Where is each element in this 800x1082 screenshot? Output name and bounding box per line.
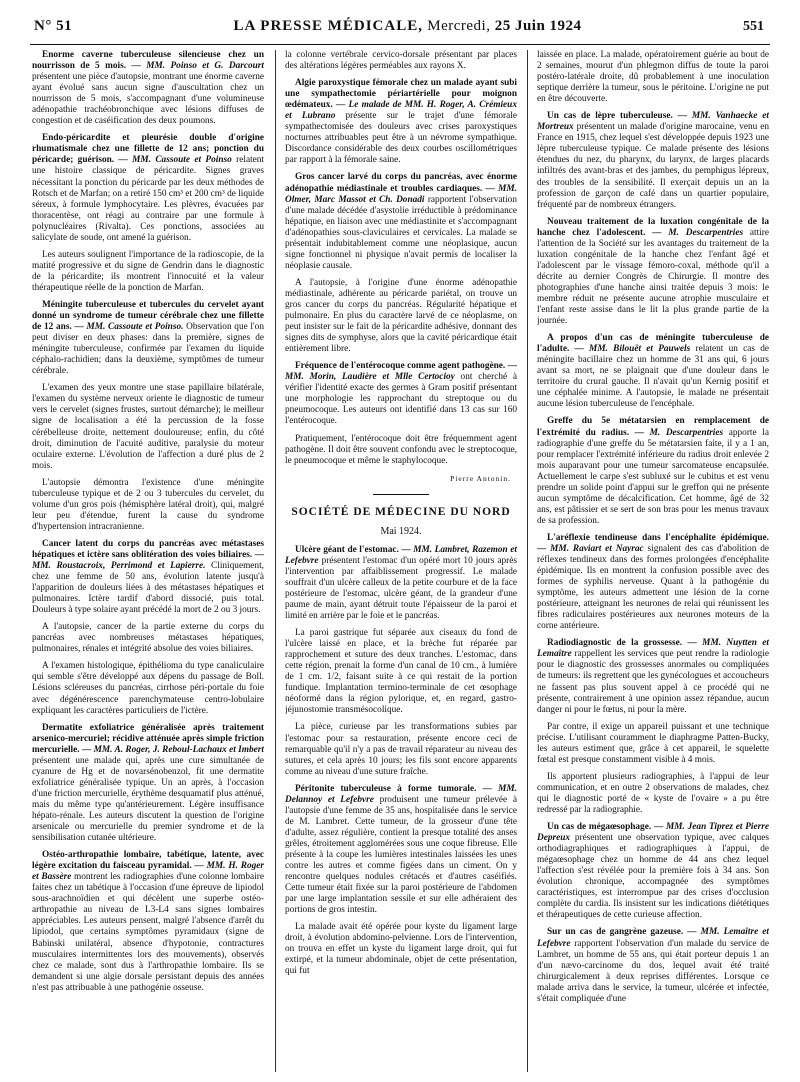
article-paragraph: [285, 922, 517, 977]
header-rule: [30, 44, 770, 45]
article-authors: — MM. Poinso et G. Darcourt: [131, 61, 264, 72]
article-text: Par contre, il exige un appareil puissant et une technique précise. L'utilisant couramment le diaphragme Patten-Bucky, les auteurs estiment que, grâce à cet appareil, le squelette fœtal est presque constamment visible à 4 mois.: [537, 721, 769, 765]
article-authors: — MM. Cassoute et Poinso.: [74, 322, 184, 333]
article-text: Cliniquement, chez une femme de 50 ans, évolution latente jusqu'à l'apparition de douleurs liées à des métastases hépatiques et pulmonaires. Ictère tardif d'abord dissocié, puis total. Douleurs à type solaire ayant précédé la mort de 2 ou 3 jours.: [32, 561, 264, 616]
article-paragraph: [285, 434, 517, 467]
article-entry: [285, 172, 517, 271]
article-authors: — MM. Bilouët et Pauwels: [574, 344, 691, 355]
article-heading: Péritonite tuberculeuse à forme tumorale.: [295, 783, 477, 794]
article-text: laissée en place. La malade, opératoirement guérie au bout de 2 semaines, mourut d'un phlegmon diffus de toute la paroi postéro-latérale droite, dû probablement à une inoculation septique derrière la tumeur, sous le péritoine. L'origine ne put en être découverte.: [537, 50, 769, 105]
article-heading: Radiodiagnostic de la grossesse.: [547, 638, 683, 649]
article-text: produisent une tumeur prélevée à l'autopsie d'une femme de 35 ans, hospitalisée dans le service de M. Lambret. Cette tumeur, de la grosseur d'une tête d'adulte, assez régulière, contient la presque totalité des anses grêles, étroitement agglomérées sous une coque fibreuse. Elle présente à la coupe les lumières intestinales laissées les unes contre les autres et comme figées dans un ciment. On y rencontre quelques nodules crétacés et d'autres caséifiés. Cette tumeur était fixée sur la paroi postérieure de l'abdomen par une large implantation sessile et sur elle adhéraient des portions de gros intestin.: [285, 794, 517, 916]
article-authors: — MM. Vanhaecke et Mortreux: [537, 111, 769, 133]
article-authors: — M. Descarpentries: [652, 227, 744, 238]
article-paragraph: [32, 478, 264, 533]
column-2-bottom: [285, 545, 517, 978]
article-paragraph: [537, 772, 769, 816]
article-paragraph: [285, 50, 517, 72]
article-paragraph: [32, 383, 264, 471]
article-authors: — MM. Morin, Laudière et Mlle Certocioy: [285, 361, 517, 383]
journal-title-line: [234, 18, 582, 35]
article-paragraph: [285, 722, 517, 777]
article-entry: [285, 545, 517, 622]
column-divider: [275, 50, 276, 1072]
article-text: présentent l'estomac d'un opéré mort 10 jours après l'intervention par affaiblissement progressif. Le malade souffrait d'un ulcère calleux de la petite courbure et de la face postérieure de l'estomac, ulcère géant, de la grandeur d'une paume de main, ayant détruit toute l'épaisseur de la paroi et limité en arrière par le foie et le pancréas.: [285, 555, 517, 622]
article-authors: — MM. Delannoy et Lefebvre: [285, 783, 517, 805]
article-text: présentent une pièce d'autopsie, montrant une énorme caverne ayant évolué sans aucun signe d'auscultation chez un nourrisson de 5 mois, s'accompagnant d'une volumineuse adénopathie trachéobronchique avec lésions diffuses de congestion et de caséification des deux poumons.: [32, 72, 264, 127]
article-paragraph: [285, 278, 517, 355]
article-authors: — MM. Olmer, Marc Massot et Ch. Donadi: [285, 183, 517, 205]
article-heading: Fréquence de l'entérocoque comme agent pathogène.: [295, 361, 506, 372]
article-entry: [537, 416, 769, 526]
column-2: [285, 50, 517, 1072]
article-heading: Un cas de lèpre tuberculeuse.: [547, 111, 673, 122]
article-entry: [32, 723, 264, 845]
article-text: Observation que l'on peut diviser en deux phases: dans la première, signes de méningite tuberculeuse, confirmée par l'examen du liquide céphalo-rachidien; dans la deuxième, symptômes de tumeur cérébrale.: [32, 322, 264, 377]
article-text: La paroi gastrique fut séparée aux ciseaux du fond de l'ulcère laissé en place, et la brèche fut réparée par rapprochement et suture des deux tranches. L'estomac, dans cette région, prenait la forme d'un canal de 10 cm., à lumière de 1 cm. 1/2, faisant suite à ce qui restait de la portion fundique. Implantation termino-terminale de cet œsophage néoformé dans la région pylorique, et, en regard, gastro-jéjunostomie transmésocolique.: [285, 628, 517, 716]
section-date: Mai 1924.: [380, 525, 422, 537]
article-entry: [32, 300, 264, 377]
article-heading: Nouveau traitement de la luxation congénitale de la hanche chez l'adolescent.: [537, 216, 769, 238]
article-text: apporte la radiographie d'une greffe du 5e métatarsien faite, il y a 1 an, pour remplacer l'extrémité inférieure du radius droit enlevée 2 mois auparavant pour une tumeur sarcomateuse encapsulée. Actuellement le carpe s'est subluxé sur le cubitus et est venu prendre un solide point d'appui sur le greffon qui ne présente aucun symptôme de décalcification. Cet homme, âgé de 32 ans, est pâtissier et se sert de son bras pour les menus travaux de sa profession.: [537, 427, 769, 526]
article-paragraph: [537, 50, 769, 105]
article-text: rapportent l'observation d'une malade décédée d'asystolie irréductible à prédominance hépatique, en liaison avec une médiastinite et s'accompagnant d'adénopathies sous-claviculaires et cervicales. La malade se présentait indubitablement comme une néoplasique, aucun signe fonctionnel ni physique n'avait permis de localiser la néoplasie causale.: [285, 194, 517, 271]
article-authors: — M. Descarpentries: [634, 427, 724, 438]
article-heading: Sur un cas de gangrène gazeuse.: [547, 927, 684, 938]
issue-number: N° 51: [34, 18, 73, 34]
article-authors: — MM. Jean Tiprez et Pierre Depreux: [537, 822, 769, 844]
article-entry: [537, 927, 769, 1004]
article-text: la colonne vertébrale cervico-dorsale présentant par places des altérations légères perméables aux rayons X.: [285, 50, 517, 72]
journal-name: LA PRESSE MÉDICALE,: [233, 18, 423, 34]
article-entry: [32, 850, 264, 994]
issue-date: 25 Juin 1924: [494, 18, 582, 34]
article-text: signalent des cas d'abolition de réflexes tendineux dans des formes prolongées d'encéphalite épidémique. Ils en montrent la confusion possible avec des formes de syphilis nerveuse. Quant à la pathogénie du symptôme, les auteurs admettent une lésion de la corne postérieure, atteignant les neurones de relai qui réunissent les fibres radiculaires postérieures aux neurones moteurs de la corne antérieure.: [537, 543, 769, 632]
section-title: SOCIÉTÉ DE MÉDECINE DU NORD: [291, 505, 511, 518]
masthead: [34, 18, 764, 44]
column-1: [32, 50, 264, 1072]
article-heading: Endo-péricardite et pleurésie double d'origine rhumatismale chez une fillette de 12 ans; ponction du péricarde; guérison.: [32, 133, 264, 166]
article-text: A l'autopsie, à l'origine d'une énorme adénopathie médiastinale, adhérente au péricarde pariétal, on trouve un gros cancer du corps du pancréas. Régularité hépatique et pulmonaire. En plus du caractère larvé de ce néoplasme, on peut insister sur le fait de la péricardite adhésive, donnant des signes dits de symphyse, alors que la cavité péricardique était entièrement libre.: [285, 277, 517, 355]
column-divider: [527, 50, 528, 1072]
section-separator: [373, 494, 429, 495]
article-entry: [537, 533, 769, 632]
article-text: La malade avait été opérée pour kyste du ligament large droit, à évolution abdomino-pelvienne. Lors de l'intervention, on trouva en effet un kyste du ligament large droit, qui fut extirpé, et la tumeur abdominale, objet de cette présentation, qui fut: [285, 922, 517, 977]
article-heading: Gros cancer larvé du corps du pancréas, avec énorme adénopathie médiastinale et troubles cardiaques.: [285, 172, 517, 194]
article-text: présentent un malade d'origine marocaine, venu en France en 1915, chez lequel s'est développée depuis 1923 une lèpre tuberculeuse typique. Ce malade présente des lésions étendues du nez, du pharynx, du larynx, de larges placards infiltrés des avant-bras et des jambes, du pemphigus lépreux, des troubles de la sensibilité. Il exerçait depuis un an la profession de garçon de café dans un quartier populaire, fréquenté par de nombreux étrangers.: [537, 122, 769, 210]
article-entry: [285, 361, 517, 427]
article-text: Les auteurs soulignent l'importance de la radioscopie, de la matité progressive et du signe de Gendrin dans le diagnostic de la péricardite; ils montrent l'innocuité et la valeur thérapeutique réelle de la ponction de Marfan.: [32, 249, 264, 293]
column-3: [537, 50, 769, 1072]
article-entry: [537, 333, 769, 410]
article-heading: Un cas de mégaœsophage.: [547, 822, 652, 833]
article-paragraph: [537, 722, 769, 766]
article-authors: — MM. Raviart et Nayrac: [537, 543, 644, 554]
article-text: attire l'attention de la Société sur les avantages du traitement de la luxation congénitale de la hanche chez l'enfant âgé et l'adolescent par le vissage fémoro-coxal, méthode qu'il a décrite au dernier Congrès de Chirurgie. Il montre des photographies d'une hanche ainsi traitée depuis 3 mois: le membre réduit ne présente aucune atrophie musculaire et l'enfant reste assise dans le lit la plus grande partie de la journée.: [537, 227, 769, 327]
article-text: Ils apportent plusieurs radiographies, à l'appui de leur communication, et en outre 2 observations de malades, chez qui le diagnostic porté de « kyste de l'ovaire » a pu être redressé par la radiographie.: [537, 771, 769, 815]
article-authors: — Le malade de MM. H. Roger, A. Crémieux et Lubrano: [285, 100, 517, 122]
article-heading: Méningite tuberculeuse et tubercules du cervelet ayant donné un syndrome de tumeur cérébrale chez une fillette de 12 ans.: [32, 299, 264, 333]
article-text: relatent un cas de méningite bacillaire chez un homme de 31 ans qui, 6 jours avant sa mort, ne se plaignait que d'une douleur dans le territoire du crural gauche. Il n'avait qu'un Kernig positif et une céphalée minime. A l'autopsie, le malade ne présentait aucune lésion tuberculeuse de l'encéphale.: [537, 344, 769, 410]
article-heading: Énorme caverne tuberculeuse silencieuse chez un nourrisson de 5 mois.: [32, 50, 264, 72]
article-text: L'examen des yeux montre une stase papillaire bilatérale, l'examen du système nerveux oriente le diagnostic de tumeur vers le cervelet (signes frustes, surtout démarche); le meilleur signe de localisation a été la percussion de la fosse cérébelleuse droite, nettement douloureuse; enfin, du côté droit, diminution de l'acuité auditive, paralysie du moteur oculaire externe. L'évolution de l'affection a duré plus de 2 mois.: [32, 383, 264, 471]
article-entry: [537, 638, 769, 715]
article-entry: [32, 133, 264, 243]
signature: Pierre Antonin.: [450, 473, 511, 483]
article-authors: — MM. Cassoute et Poinso: [118, 155, 232, 166]
article-authors: — MM. Lemaître et Lefebvre: [537, 927, 769, 949]
article-authors: — MM. H. Roger et Bassère: [32, 861, 264, 883]
article-heading: L'aréflexie tendineuse dans l'encéphalite épidémique.: [547, 532, 769, 543]
article-entry: [537, 822, 769, 921]
article-paragraph: [32, 250, 264, 294]
article-entry: [537, 111, 769, 210]
article-entry: [32, 539, 264, 616]
article-heading: Ulcère géant de l'estomac.: [295, 544, 399, 555]
article-text: ont cherché à vérifier l'identité exacte des germes à Gram positif présentant une morphologie les rapprochant du streptoque ou du pneumocoque. Les auteurs ont identifié dans 13 cas sur 160 l'entérocoque.: [285, 372, 517, 427]
article-text: relatent une histoire classique de péricardite. Signes graves nécessitant la ponction du péricarde par les deux méthodes de Rotsch et de Marfan; on a retiré 150 cm³ et 200 cm³ de liquide séreux, à formule lymphocytaire. Les plèvres, évacuées par thoracentèse, ont réagi au contraire par une formule à polynucléaires (Rivalta). Ces ponctions, associées au salicylate de soude, ont amené la guérison.: [32, 155, 264, 243]
article-heading: Greffe du 5e métatarsien en remplacement de l'extrémité du radius.: [537, 416, 769, 438]
article-text: A l'examen histologique, épithélioma du type canaliculaire qui semble s'être développé aux dépens du passage de Boll. Lésions scléreuses du pancréas, cirrhose péri-portale du foie avec dégénérescence parenchymateuse centro-lobulaire expliquant les caractères particuliers de l'ictère.: [32, 661, 264, 716]
article-entry: [537, 217, 769, 327]
article-entry: [285, 784, 517, 917]
article-text: présente sur le trajet d'une fémorale sympathectomisée des douleurs avec crises paroxystiques nocturnes attribuables peut être à un névrome sympathique. Discordance considérable des deux courbes oscillométriques par rapport à la fémorale saine.: [285, 111, 517, 166]
article-text: présentent une malade qui, après une cure simultanée de cyanure de Hg et de novarsénobenzol, fit une dermatite exfoliatrice généralisée typique. Un an après, à l'occasion d'une friction mercurielle, érythème desquamatif plus atténué, mais du même type qu'antérieurement. Légère insuffisance hépato-rénale. Les auteurs discutent la question de l'origine arsenicale ou mercurielle du premier syndrome et de la sensibilisation cutanée ultérieure.: [32, 755, 264, 844]
article-heading: Dermatite exfoliatrice généralisée après traitement arsenico-mercuriel; récidive atténuée après simple friction mercurielle.: [32, 722, 264, 755]
article-heading: Ostéo-arthropathie lombaire, tabétique, latente, avec légère excitation du faisceau pyramidal.: [32, 850, 264, 872]
page-number: 551: [742, 19, 764, 34]
article-authors: — MM. A. Roger, J. Reboul-Lachaux et Imbert: [81, 744, 264, 755]
article-text: L'autopsie démontra l'existence d'une méningite tuberculeuse typique et de 2 ou 3 tubercules du cervelet, du volume d'un gros pois (hémisphère latéral droit), qui, malgré leur peu d'étendue, furent la cause du syndrome d'hypertension intracranienne.: [32, 477, 264, 532]
column-2-top: [285, 50, 517, 467]
article-text: présentent une observation typique, avec calques orthodiagraphiques et radiographiques à l'appui, de mégaœsophage chez un homme de 44 ans chez lequel l'affection s'est révélée pour la première fois à 34 ans. Son évolution chronique, accompagnée des symptômes caractéristiques, est interrompue par des crises d'occlusion complète du cardia. Ils insistent sur les indications diététiques et thérapeutiques de cette curieuse affection.: [537, 833, 769, 921]
article-text: montrent les radiographies d'une colonne lombaire faites chez un tabétique à l'occasion d'une épreuve de lipiodol sous-arachnoïdien et qui décèlent une superbe ostéo-arthropathie au niveau de L3-L4 sans signes lombaires appréciables. Les auteurs pensent, malgré l'absence d'arrêt du lipiodol, que certains symptômes pyramidaux (signe de Babinski unilatéral, absence d'hypotonie, contractures musculaires intermittentes lors des mouvements), observés chez ce malade, sont dus à l'arthropathie lombaire. Ils se demandent si une algie dorsale persistant depuis des années n'est pas attribuable à une pathogénie osseuse.: [32, 872, 264, 993]
article-authors: — MM. Nuytten et Lemaître: [537, 638, 769, 660]
article-text: La pièce, curieuse par les transformations subies par l'estomac pour sa restauration, présente encore ceci de remarquable qu'il n'y a pas de travail réparateur au niveau des sutures, et cela après 10 jours; les fils sont encore apparents comme au niveau d'une suture fraîche.: [285, 722, 517, 777]
article-entry: [32, 50, 264, 127]
article-text: rappellent les services que peut rendre la radiologie pour le diagnostic des grossesses anormales ou compliquées de tumeurs: ils regrettent que les gynécologues et accoucheurs ne fassent pas plus souvent appel à ce procédé qui ne présente, contrairement à une opinion assez répandue, aucun danger ni pour le fœtus, ni pour la mère.: [537, 649, 769, 715]
article-paragraph: [285, 628, 517, 716]
article-paragraph: [32, 622, 264, 655]
article-heading: Cancer latent du corps du pancréas avec métastases hépatiques et ictère sans oblitération des voies biliaires.: [32, 538, 264, 560]
article-authors: — MM. Lambret, Razemon et Lefebvre: [285, 544, 517, 566]
article-text: Pratiquement, l'entérocoque doit être fréquemment agent pathogène. Il doit être souvent confondu avec le streptocoque, le pneumocoque et même le staphylocoque.: [285, 433, 517, 466]
article-heading: Algie paroxystique fémorale chez un malade ayant subi une sympathectomie périartérielle pour moignon œdémateux.: [285, 78, 517, 111]
article-paragraph: [32, 661, 264, 716]
article-authors: — MM. Roustacroix, Perrimond et Lapierre.: [32, 549, 264, 572]
article-text: rapportent l'observation d'un malade du service de Lambret, un homme de 55 ans, qui était porteur depuis 1 an d'un nævo-carcinome du dos, lequel avait été traité chirurgicalement à deux reprises différentes. Lorsque ce malade arriva dans le service, la tumeur, ulcérée et infectée, s'était compliquée d'une: [537, 938, 769, 1004]
date-prefix: Mercredi,: [427, 18, 491, 34]
article-heading: A propos d'un cas de méningite tuberculeuse de l'adulte.: [537, 333, 769, 355]
article-entry: [285, 78, 517, 166]
article-text: A l'autopsie, cancer de la partie externe du corps du pancréas avec nombreuses métastases hépatiques, pulmonaires, rénales et intégrité absolue des voies biliaires.: [32, 622, 264, 655]
